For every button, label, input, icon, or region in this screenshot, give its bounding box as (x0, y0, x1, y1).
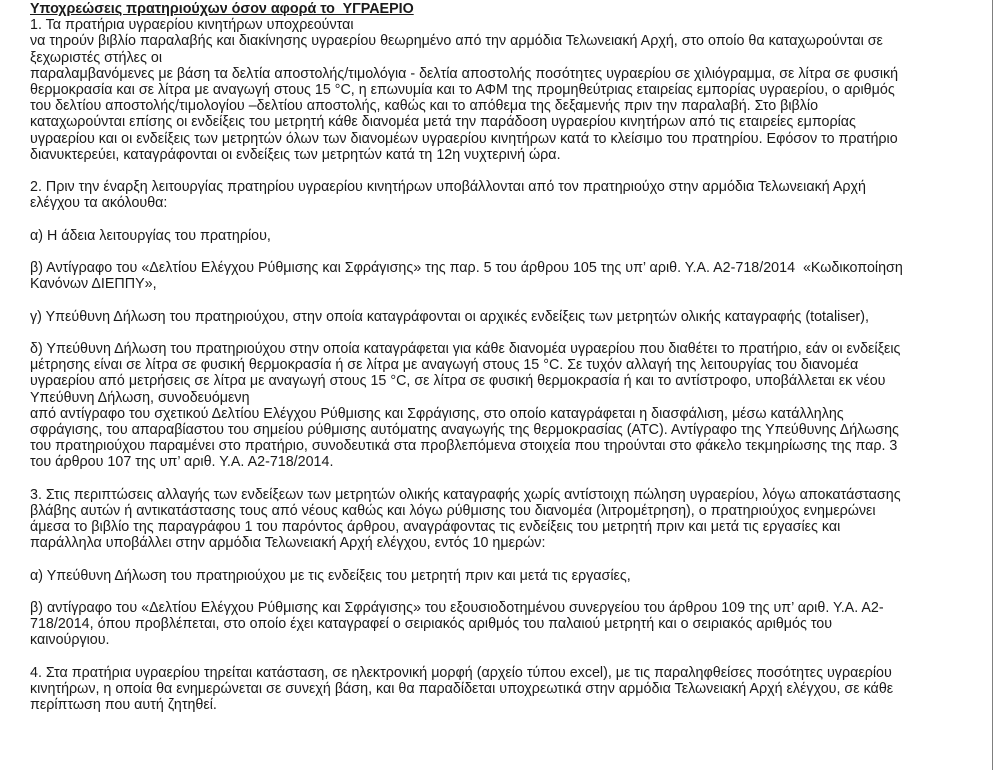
paragraph-6 (30, 341, 996, 471)
paragraph-line: Κανόνων ΔΙΕΠΠΥ», (30, 276, 157, 293)
paragraph-line: α) Υπεύθυνη Δήλωση του πρατηριούχου με τις ενδείξεις του μετρητή πριν και μετά τις εργασίες, (30, 567, 631, 584)
paragraph-line: υγραερίου από μετρήσεις σε λίτρα με αναγωγή στους 15 °C, σε λίτρα σε φυσική θερμοκρασία ή και το αντίστροφο, υποβάλλεται εκ νέου (30, 373, 886, 390)
paragraph-spacer (30, 211, 996, 227)
paragraph-line: παραλαμβανόμενες με βάση τα δελτία αποστολής/τιμολόγια - δελτία αποστολής ποσότητες υγραερίου σε χιλιόγραμμα, σε λίτρα σε φυσική (30, 65, 899, 82)
document-body (30, 17, 996, 713)
paragraph-spacer (30, 470, 996, 486)
paragraph-spacer (30, 584, 996, 600)
paragraph-1 (30, 17, 996, 163)
paragraph-line: υγραερίου και οι ενδείξεις των μετρητών όλων των διανομέων υγραερίου κινητήρων κατά το κλείσιμο του πρατηρίου. Εφόσον το πρατήριο (30, 130, 898, 147)
paragraph-line: κινητήρων, η οποία θα ενημερώνεται σε συνεχή βάση, και θα παραδίδεται υποχρεωτικά στην αρμόδια Τελωνειακή Αρχή ελέγχου, σε κάθε (30, 680, 894, 697)
paragraph-3 (30, 228, 996, 244)
paragraph-line: σφράγισης, του απαραβίαστου του σημείου ρύθμισης αυτόματης αναγωγής της θερμοκρασίας (ATC). Αντίγραφο της Υπεύθυνης Δήλωσης (30, 421, 899, 438)
paragraph-line: του άρθρου 107 της υπ’ αριθ. Υ.Α. Α2-718/2014. (30, 454, 334, 471)
paragraph-7 (30, 487, 996, 552)
paragraph-line: του δελτίου αποστολής/τιμολογίου –δελτίου αποστολής, καθώς και το απόθεμα της δεξαμενής πριν την παραλαβή. Στο βιβλίο (30, 98, 819, 115)
paragraph-line: παράλληλα υποβάλλει στην αρμόδια Τελωνειακή Αρχή ελέγχου, εντός 10 ημερών: (30, 535, 546, 552)
paragraph-line: θερμοκρασία και σε λίτρα με αναγωγή στους 15 °C, η επωνυμία και το ΑΦΜ της προμηθεύτριας εταιρείας εμπορίας υγραερίου, ο αριθμός (30, 81, 895, 98)
paragraph-5 (30, 309, 996, 325)
paragraph-10 (30, 665, 996, 714)
paragraph-line: άμεσα το βιβλίο της παραγράφου 1 του παρόντος άρθρου, αναγράφοντας τις ενδείξεις του μετρητή πριν και μετά τις εργασίες και (30, 519, 841, 535)
paragraph-spacer (30, 325, 996, 341)
paragraph-line: 1. Τα πρατήρια υγραερίου κινητήρων υποχρεούνται (30, 17, 354, 34)
paragraph-line: β) αντίγραφο του «Δελτίου Ελέγχου Ρύθμισης και Σφράγισης» του εξουσιοδοτημένου συνεργείου του άρθρου 109 της υπ’ αριθ. Υ.Α. Α2- (30, 599, 884, 616)
paragraph-spacer (30, 244, 996, 260)
paragraph-line: α) Η άδεια λειτουργίας του πρατηρίου, (30, 227, 271, 244)
paragraph-line: διανυκτερεύει, καταγράφονται οι ενδείξεις των μετρητών κατά τη 12η νυχτερινή ώρα. (30, 146, 561, 163)
paragraph-line: μέτρησης είναι σε λίτρα σε φυσική θερμοκρασία ή σε λίτρα με αναγωγή στους 15 °C. Σε τυχόν αλλαγή της λειτουργίας του διανομέα (30, 357, 859, 374)
paragraph-4 (30, 260, 996, 292)
paragraph-line: βλάβης αυτών ή αντικατάστασης τους από νέους καθώς και λόγω ρύθμισης του διανομέα (λιτρομέτρηση), ο πρατηριούχος ενημερώνει (30, 502, 876, 519)
paragraph-line: του πρατηριούχου παραμένει στο πρατήριο, συνοδευτικά στα προβλεπόμενα στοιχεία που τηρούνται στο φάκελο τεκμηρίωσης της παρ. 3 (30, 438, 898, 455)
paragraph-2 (30, 179, 996, 211)
document-title: Υποχρεώσεις πρατηριούχων όσον αφορά το ΥΓΡΑΕΡΙΟ (30, 1, 414, 17)
paragraph-line: δ) Υπεύθυνη Δήλωση του πρατηριούχου στην οποία καταγράφεται για κάθε διανομέα υγραερίου που διαθέτει το πρατήριο, εάν οι ενδείξεις (30, 340, 901, 357)
paragraph-8 (30, 568, 996, 584)
paragraph-line: Υπεύθυνη Δήλωση, συνοδευόμενη (30, 389, 250, 406)
paragraph-line: γ) Υπεύθυνη Δήλωση του πρατηριούχου, στην οποία καταγράφονται οι αρχικές ενδείξεις των μετρητών ολικής καταγραφής (totaliser), (30, 308, 869, 325)
paragraph-line: 2. Πριν την έναρξη λειτουργίας πρατηρίου υγραερίου κινητήρων υποβάλλονται από τον πρατηριούχο στην αρμόδια Τελωνειακή Αρχή (30, 179, 867, 196)
paragraph-line: περίπτωση που αυτή ζητηθεί. (30, 697, 217, 714)
page-right-border (992, 0, 993, 770)
paragraph-spacer (30, 551, 996, 567)
paragraph-line: ελέγχου τα ακόλουθα: (30, 195, 168, 212)
paragraph-line: καταχωρούνται επίσης οι ενδείξεις του μετρητή κάθε διανομέα μετά την παράδοση υγραερίου κινητήρων από τις εταιρείες εμπορίας (30, 114, 856, 131)
paragraph-line: β) Αντίγραφο του «Δελτίου Ελέγχου Ρύθμισης και Σφράγισης» της παρ. 5 του άρθρου 105 της υπ’ αριθ. Υ.Α. Α2-718/2014 «Κωδικοποίηση (30, 260, 903, 276)
paragraph-9 (30, 600, 996, 649)
paragraph-line: 718/2014, όπου προβλέπεται, στο οποίο έχει καταγραφεί ο σειριακός αριθμός του παλαιού μετρητή και ο σειριακός αριθμός του (30, 616, 833, 633)
paragraph-line: 4. Στα πρατήρια υγραερίου τηρείται κατάσταση, σε ηλεκτρονική μορφή (αρχείο τύπου excel), με τις παραληφθείσες ποσότητες υγραερίου (30, 664, 892, 681)
paragraph-line: να τηρούν βιβλίο παραλαβής και διακίνησης υγραερίου θεωρημένο από την αρμόδια Τελωνειακή Αρχή, στο οποίο θα καταχωρούνται σε (30, 33, 883, 50)
paragraph-line: από αντίγραφο του σχετικού Δελτίου Ελέγχου Ρύθμισης και Σφράγισης, στο οποίο καταγράφεται η διασφάλιση, μέσω κατάλληλης (30, 405, 844, 422)
paragraph-line: καινούργιου. (30, 632, 110, 649)
paragraph-line: 3. Στις περιπτώσεις αλλαγής των ενδείξεων των μετρητών ολικής καταγραφής χωρίς αντίστοιχη πώληση υγραερίου, λόγω αποκατάστασης (30, 486, 901, 503)
paragraph-spacer (30, 649, 996, 665)
paragraph-line: ξεχωριστές στήλες οι (30, 49, 163, 66)
paragraph-spacer (30, 292, 996, 308)
paragraph-spacer (30, 163, 996, 179)
